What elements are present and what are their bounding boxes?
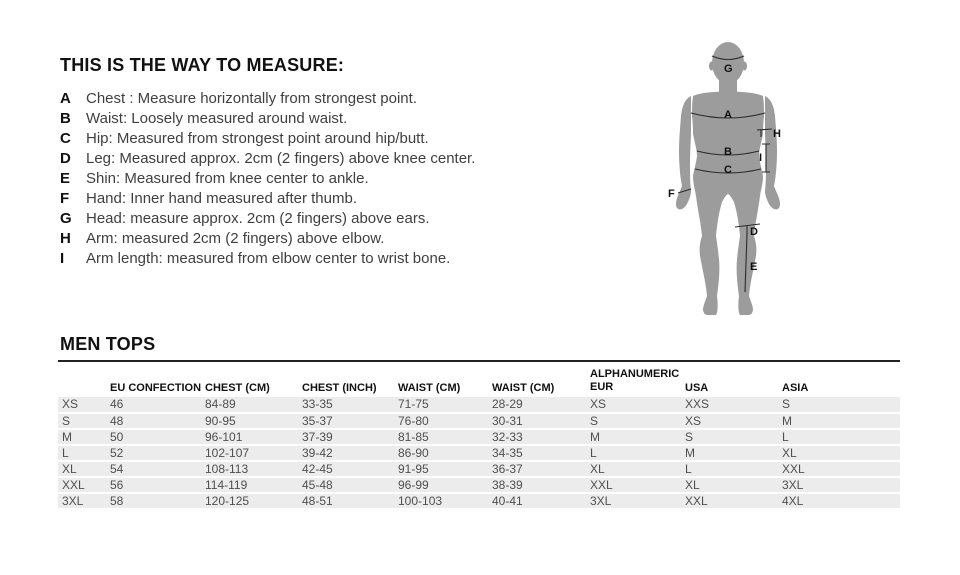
list-item bbox=[60, 129, 475, 149]
list-item bbox=[60, 169, 475, 189]
size-value-cell: L bbox=[590, 445, 685, 461]
col-header-waist-cm-2: WAIST (CM) bbox=[492, 382, 555, 394]
table-row bbox=[58, 493, 900, 509]
figure-label-forearm: I bbox=[759, 152, 763, 164]
size-value-cell: 56 bbox=[110, 477, 205, 493]
size-value-cell: 102-107 bbox=[205, 445, 302, 461]
size-value-cell: 50 bbox=[110, 429, 205, 445]
col-header-eur-label: EUR bbox=[590, 381, 614, 393]
item-text: Leg: Measured approx. 2cm (2 fingers) above knee center. bbox=[86, 150, 476, 167]
item-letter: E bbox=[60, 170, 71, 187]
col-header-chest-inch: CHEST (INCH) bbox=[302, 382, 377, 394]
col-header-size bbox=[58, 367, 110, 397]
item-text: Arm length: measured from elbow center to wrist bone. bbox=[86, 250, 451, 267]
figure-label-hip: C bbox=[724, 164, 732, 176]
figure-label-hand: F bbox=[668, 188, 675, 200]
item-letter: A bbox=[60, 90, 71, 107]
col-header-eu-confection: EU CONFECTION bbox=[110, 382, 202, 394]
size-value-cell: 35-37 bbox=[302, 413, 398, 429]
size-value-cell: S bbox=[590, 413, 685, 429]
size-value-cell: 48 bbox=[110, 413, 205, 429]
item-text: Hand: Inner hand measured after thumb. bbox=[86, 190, 357, 207]
item-letter: B bbox=[60, 110, 71, 127]
table-row bbox=[58, 413, 900, 429]
size-value-cell: 40-41 bbox=[492, 493, 590, 509]
size-value-cell: 30-31 bbox=[492, 413, 590, 429]
size-label-cell: S bbox=[58, 413, 110, 429]
size-label-cell: M bbox=[58, 429, 110, 445]
size-value-cell: 90-95 bbox=[205, 413, 302, 429]
item-letter: H bbox=[60, 230, 71, 247]
figure-label-shin: E bbox=[750, 261, 758, 273]
col-header-asia: ASIA bbox=[782, 382, 809, 394]
size-value-cell: 39-42 bbox=[302, 445, 398, 461]
size-value-cell: S bbox=[685, 429, 782, 445]
size-value-cell: 76-80 bbox=[398, 413, 492, 429]
size-value-cell: 52 bbox=[110, 445, 205, 461]
table-row bbox=[58, 445, 900, 461]
size-value-cell: 33-35 bbox=[302, 397, 398, 413]
list-item bbox=[60, 209, 475, 229]
size-value-cell: 34-35 bbox=[492, 445, 590, 461]
measurement-figure bbox=[653, 34, 813, 324]
size-value-cell: M bbox=[590, 429, 685, 445]
item-text: Hip: Measured from strongest point around hip/butt. bbox=[86, 130, 429, 147]
size-value-cell: 38-39 bbox=[492, 477, 590, 493]
size-label-cell: XXL bbox=[58, 477, 110, 493]
men-tops-title: MEN TOPS bbox=[60, 334, 156, 354]
size-value-cell: 84-89 bbox=[205, 397, 302, 413]
size-value-cell: XXS bbox=[685, 397, 782, 413]
item-text: Shin: Measured from knee center to ankle. bbox=[86, 170, 369, 187]
table-header-row bbox=[58, 367, 900, 397]
col-header-waist-cm: WAIST (CM) bbox=[398, 382, 461, 394]
size-value-cell: 46 bbox=[110, 397, 205, 413]
col-header-eur bbox=[590, 367, 685, 397]
size-value-cell: 42-45 bbox=[302, 461, 398, 477]
table-row bbox=[58, 477, 900, 493]
size-value-cell: XXL bbox=[685, 493, 782, 509]
table-row bbox=[58, 397, 900, 413]
size-value-cell: M bbox=[782, 413, 900, 429]
size-value-cell: 4XL bbox=[782, 493, 900, 509]
size-label-cell: L bbox=[58, 445, 110, 461]
size-value-cell: 28-29 bbox=[492, 397, 590, 413]
list-item bbox=[60, 229, 475, 249]
item-letter: G bbox=[60, 210, 72, 227]
list-item bbox=[60, 189, 475, 209]
size-value-cell: 96-99 bbox=[398, 477, 492, 493]
men-tops-size-table bbox=[58, 367, 900, 510]
table-row bbox=[58, 429, 900, 445]
size-value-cell: 91-95 bbox=[398, 461, 492, 477]
size-value-cell: XXL bbox=[590, 477, 685, 493]
size-value-cell: 81-85 bbox=[398, 429, 492, 445]
col-header-usa: USA bbox=[685, 382, 709, 394]
size-value-cell: XS bbox=[590, 397, 685, 413]
size-value-cell: 3XL bbox=[782, 477, 900, 493]
item-letter: F bbox=[60, 190, 70, 207]
figure-label-head: G bbox=[724, 63, 733, 75]
figure-label-chest: A bbox=[724, 109, 732, 121]
item-text: Head: measure approx. 2cm (2 fingers) above ears. bbox=[86, 210, 430, 227]
measure-guide-list bbox=[60, 89, 475, 269]
size-value-cell: XXL bbox=[782, 461, 900, 477]
measure-guide-title: THIS IS THE WAY TO MEASURE: bbox=[60, 55, 345, 75]
size-value-cell: 120-125 bbox=[205, 493, 302, 509]
size-value-cell: 45-48 bbox=[302, 477, 398, 493]
size-value-cell: XS bbox=[685, 413, 782, 429]
figure-label-upper-arm: H bbox=[773, 128, 781, 140]
size-value-cell: 48-51 bbox=[302, 493, 398, 509]
size-value-cell: 32-33 bbox=[492, 429, 590, 445]
size-value-cell: M bbox=[685, 445, 782, 461]
size-value-cell: 71-75 bbox=[398, 397, 492, 413]
table-row bbox=[58, 461, 900, 477]
size-label-cell: XL bbox=[58, 461, 110, 477]
item-text: Waist: Loosely measured around waist. bbox=[86, 110, 348, 127]
size-value-cell: 96-101 bbox=[205, 429, 302, 445]
list-item bbox=[60, 89, 475, 109]
col-header-chest-cm: CHEST (CM) bbox=[205, 382, 270, 394]
body-silhouette-svg bbox=[653, 34, 813, 324]
size-value-cell: 37-39 bbox=[302, 429, 398, 445]
size-value-cell: 54 bbox=[110, 461, 205, 477]
size-label-cell: XS bbox=[58, 397, 110, 413]
item-letter: D bbox=[60, 150, 71, 167]
size-value-cell: XL bbox=[782, 445, 900, 461]
size-value-cell: L bbox=[782, 429, 900, 445]
list-item bbox=[60, 109, 475, 129]
size-value-cell: 58 bbox=[110, 493, 205, 509]
size-value-cell: 86-90 bbox=[398, 445, 492, 461]
size-value-cell: S bbox=[782, 397, 900, 413]
item-text: Chest : Measure horizontally from strongest point. bbox=[86, 90, 417, 107]
size-label-cell: 3XL bbox=[58, 493, 110, 509]
group-header-alphanumeric: ALPHANUMERIC bbox=[590, 368, 680, 380]
body-silhouette bbox=[676, 42, 780, 315]
section-divider bbox=[58, 360, 900, 362]
size-value-cell: L bbox=[685, 461, 782, 477]
size-value-cell: 108-113 bbox=[205, 461, 302, 477]
figure-label-waist: B bbox=[724, 146, 732, 158]
size-value-cell: XL bbox=[590, 461, 685, 477]
list-item bbox=[60, 249, 475, 269]
item-letter: I bbox=[60, 250, 65, 267]
size-table-body bbox=[58, 397, 900, 509]
size-value-cell: 36-37 bbox=[492, 461, 590, 477]
size-value-cell: 100-103 bbox=[398, 493, 492, 509]
list-item bbox=[60, 149, 475, 169]
size-value-cell: 3XL bbox=[590, 493, 685, 509]
figure-label-leg: D bbox=[750, 226, 758, 238]
item-letter: C bbox=[60, 130, 71, 147]
size-value-cell: XL bbox=[685, 477, 782, 493]
size-value-cell: 114-119 bbox=[205, 477, 302, 493]
item-text: Arm: measured 2cm (2 fingers) above elbow. bbox=[86, 230, 385, 247]
